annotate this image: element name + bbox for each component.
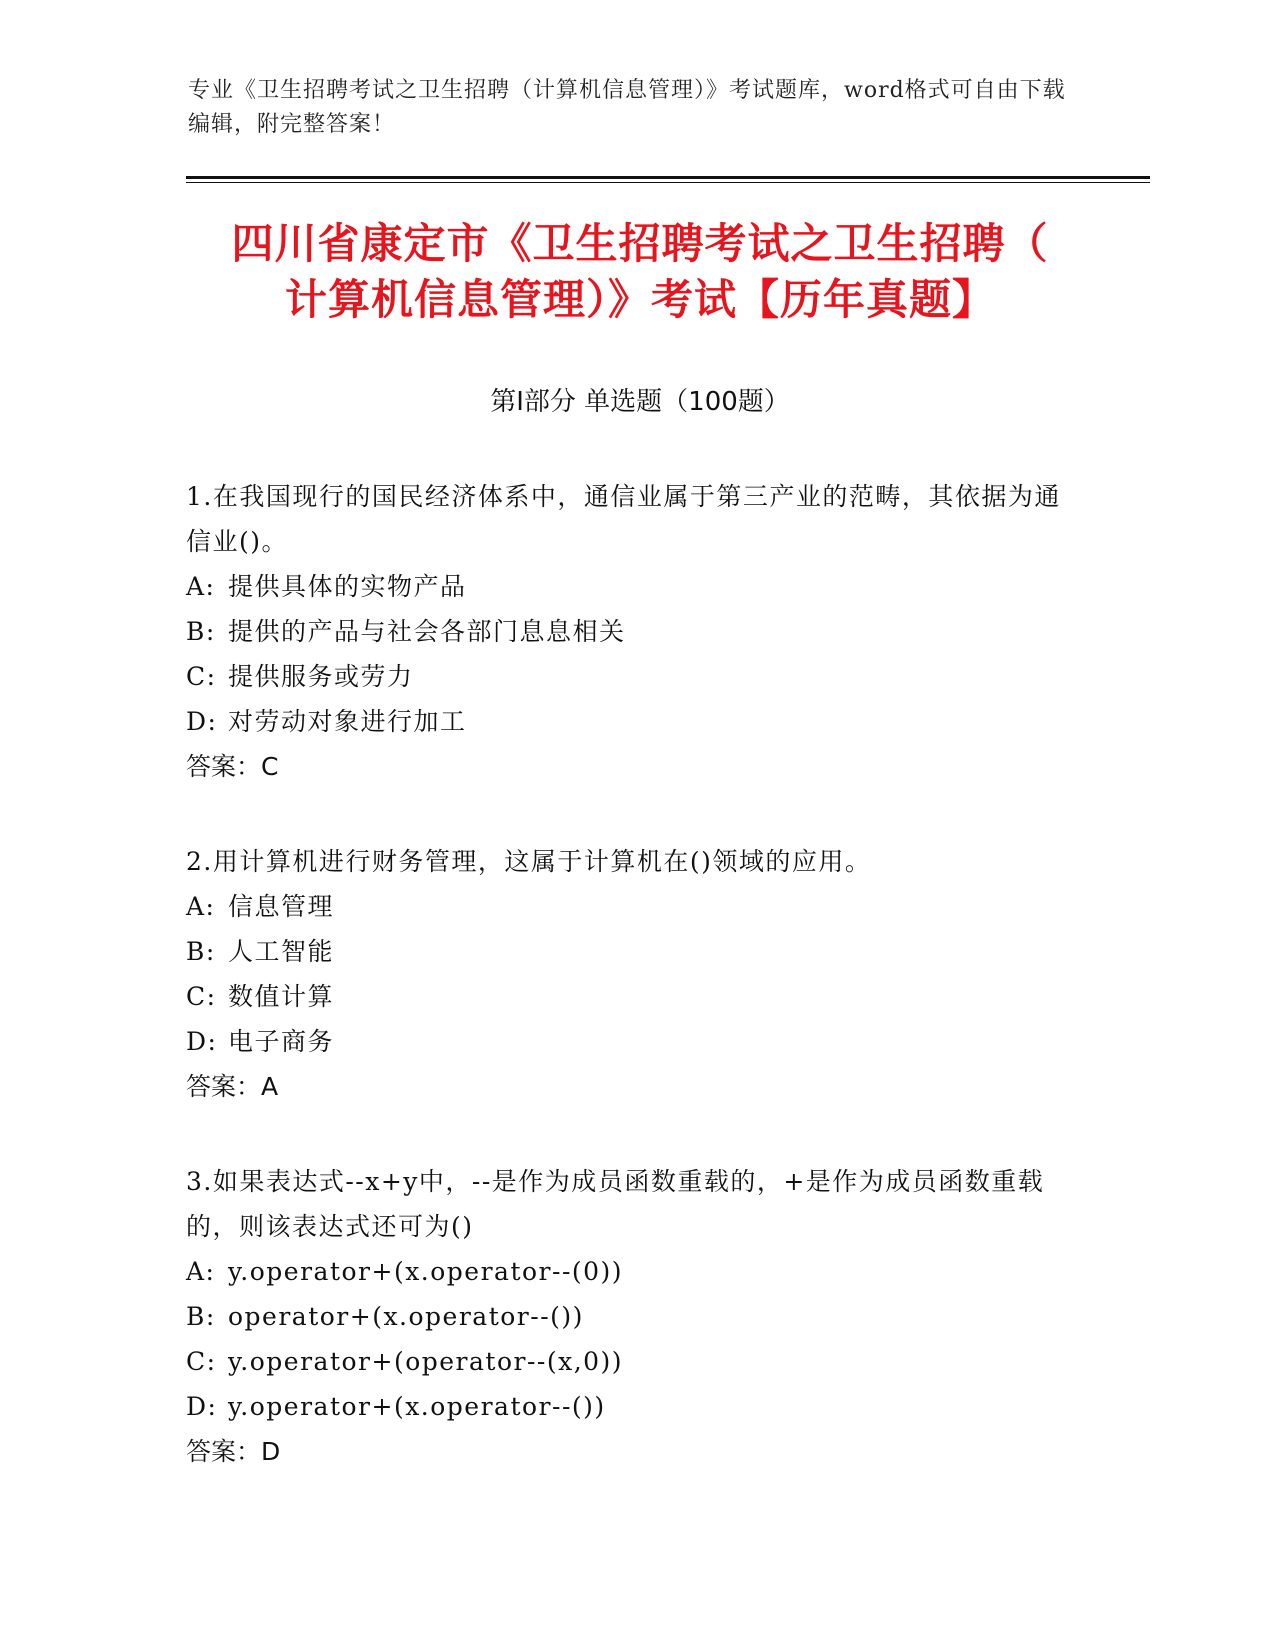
option-b bbox=[186, 1294, 1076, 1339]
option-key: C: bbox=[186, 1347, 217, 1376]
option-text: 对劳动对象进行加工 bbox=[228, 707, 467, 736]
option-text: y.operator+(x.operator--(0)) bbox=[228, 1257, 624, 1286]
question-1 bbox=[186, 474, 1076, 789]
option-text: 人工智能 bbox=[228, 937, 335, 966]
option-d bbox=[186, 1384, 1076, 1429]
answer: 答案：A bbox=[186, 1072, 279, 1101]
option-a bbox=[186, 884, 1076, 929]
question-stem: 2.用计算机进行财务管理，这属于计算机在()领域的应用。 bbox=[186, 847, 872, 876]
option-key: C: bbox=[186, 662, 217, 691]
option-a bbox=[186, 1249, 1076, 1294]
option-text: y.operator+(x.operator--()) bbox=[228, 1392, 606, 1421]
answer: 答案：D bbox=[186, 1437, 281, 1466]
option-key: D: bbox=[186, 707, 218, 736]
option-key: C: bbox=[186, 982, 217, 1011]
question-stem: 1.在我国现行的国民经济体系中，通信业属于第三产业的范畴，其依据为通信业()。 bbox=[186, 482, 1061, 556]
header-rule-thick bbox=[186, 176, 1150, 179]
option-text: 提供服务或劳力 bbox=[228, 662, 414, 691]
document-title-line-1: 四川省康定市《卫生招聘考试之卫生招聘（ bbox=[231, 219, 1049, 268]
option-c bbox=[186, 1339, 1076, 1384]
option-d bbox=[186, 699, 1076, 744]
answer: 答案：C bbox=[186, 752, 279, 781]
option-d bbox=[186, 1019, 1076, 1064]
document-title bbox=[180, 216, 1100, 328]
question-2 bbox=[186, 839, 1076, 1109]
option-c bbox=[186, 974, 1076, 1019]
question-3 bbox=[186, 1159, 1076, 1474]
option-key: B: bbox=[186, 1302, 216, 1331]
question-stem: 3.如果表达式--x+y中，--是作为成员函数重载的，+是作为成员函数重载的，则该表达式还可为() bbox=[186, 1167, 1045, 1241]
question-list bbox=[186, 474, 1076, 1524]
option-key: B: bbox=[186, 937, 216, 966]
option-text: 提供的产品与社会各部门息息相关 bbox=[228, 617, 626, 646]
section-title: 第Ⅰ部分 单选题（100题） bbox=[490, 387, 790, 417]
option-b bbox=[186, 929, 1076, 974]
option-text: 电子商务 bbox=[228, 1027, 335, 1056]
header-rule-thin bbox=[186, 182, 1150, 183]
option-key: A: bbox=[186, 892, 216, 921]
option-text: 提供具体的实物产品 bbox=[228, 572, 467, 601]
option-text: operator+(x.operator--()) bbox=[228, 1302, 584, 1331]
option-a bbox=[186, 564, 1076, 609]
option-key: A: bbox=[186, 1257, 216, 1286]
option-key: D: bbox=[186, 1027, 218, 1056]
option-text: 数值计算 bbox=[228, 982, 335, 1011]
option-key: D: bbox=[186, 1392, 218, 1421]
option-c bbox=[186, 654, 1076, 699]
option-key: A: bbox=[186, 572, 216, 601]
document-title-line-2: 计算机信息管理）》考试【历年真题】 bbox=[284, 275, 995, 324]
option-text: y.operator+(operator--(x,0)) bbox=[228, 1347, 624, 1376]
option-text: 信息管理 bbox=[228, 892, 335, 921]
header-note: 专业《卫生招聘考试之卫生招聘（计算机信息管理）》考试题库，word格式可自由下载编辑，附完整答案！ bbox=[188, 78, 1066, 137]
option-key: B: bbox=[186, 617, 216, 646]
option-b bbox=[186, 609, 1076, 654]
